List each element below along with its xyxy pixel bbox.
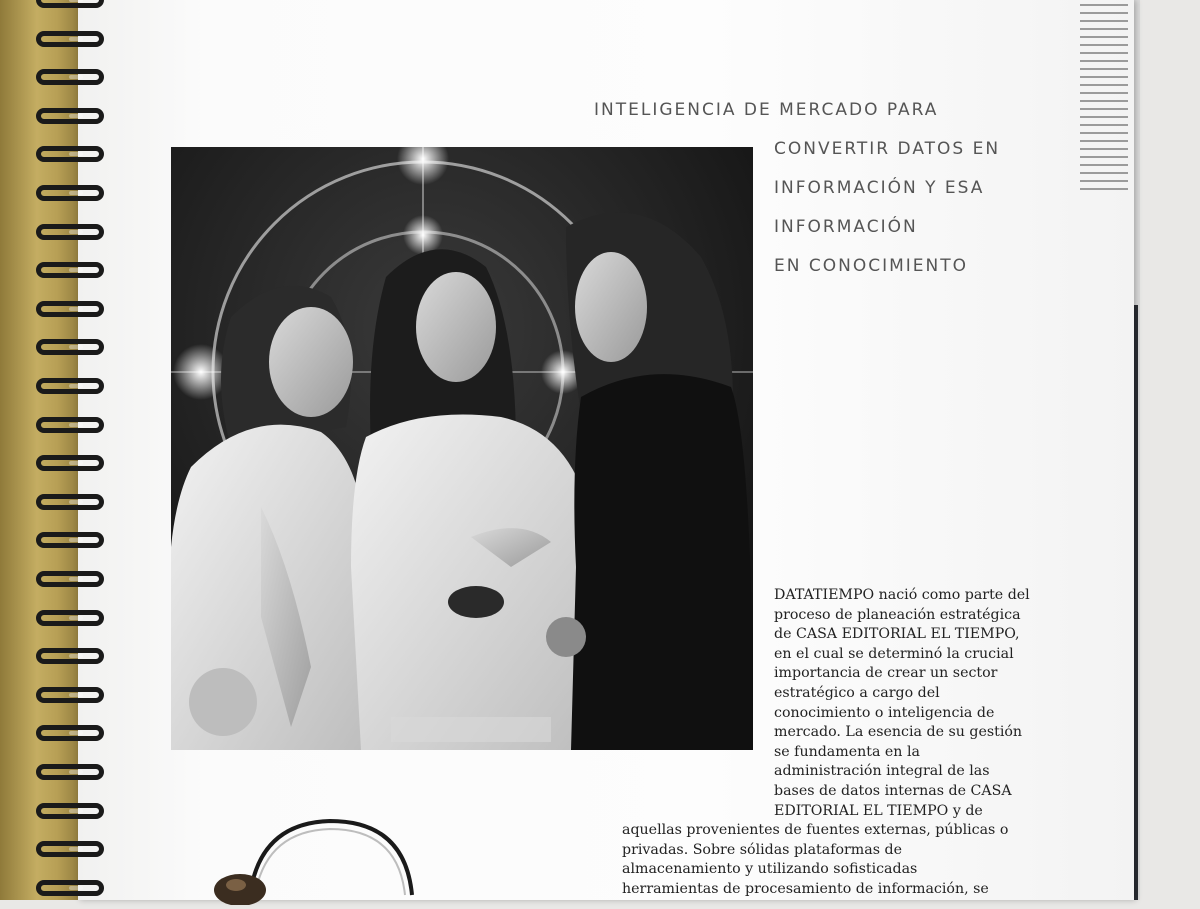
heading-line-3: INFORMACIÓN Y ESA [774,178,985,198]
body-text-line: almacenamiento y utilizando sofisticadas [622,861,918,878]
headset-decoration [200,815,430,909]
spiral-ring [36,185,104,201]
body-text-line: administración integral de las [774,763,990,780]
heading-line-1: INTELIGENCIA DE MERCADO PARA [594,100,939,120]
spiral-ring [36,108,104,124]
body-text-line: DATATIEMPO nació como parte del [774,587,1030,603]
spiral-ring [36,571,104,587]
body-text-line: mercado. La esencia de su gestión [774,724,1023,741]
spiral-ring [36,725,104,741]
spiral-ring [36,301,104,317]
heading-line-5: EN CONOCIMIENTO [774,256,968,276]
spiral-ring [36,0,104,8]
spiral-ring [36,687,104,703]
three-women-photo [171,147,753,750]
heading-line-2: CONVERTIR DATOS EN [774,139,1001,159]
spiral-ring [36,417,104,433]
spiral-ring [36,648,104,664]
body-text-line: en el cual se determinó la crucial [774,645,1014,662]
body-text-line: aquellas provenientes de fuentes externas, públicas o [622,822,1009,838]
spiral-ring [36,262,104,278]
spiral-ring [36,532,104,548]
body-text-line: bases de datos internas de CASA [774,783,1012,799]
heading-line-4: INFORMACIÓN [774,217,918,237]
spiral-ring [36,764,104,780]
spiral-binding [36,0,112,900]
spiral-ring [36,146,104,162]
body-text-line: importancia de crear un sector [774,665,998,682]
body-text-line: privadas. Sobre sólidas plataformas de [622,841,902,858]
decorative-stripes [1080,4,1128,192]
spiral-ring [36,378,104,394]
body-text-line: estratégico a cargo del [774,685,940,701]
spiral-ring [36,494,104,510]
spiral-ring [36,69,104,85]
spiral-ring [36,803,104,819]
body-text-line: proceso de planeación estratégica [774,606,1021,623]
body-text-line: herramientas de procesamiento de información, se [622,880,989,897]
body-text-line: de CASA EDITORIAL EL TIEMPO, [774,626,1020,643]
spiral-ring [36,610,104,626]
body-text-line: se fundamenta en la [774,743,920,760]
spiral-ring [36,880,104,896]
body-text-line: EDITORIAL EL TIEMPO y de [774,802,983,819]
spiral-ring [36,224,104,240]
spiral-ring [36,31,104,47]
spiral-ring [36,841,104,857]
body-text-line: conocimiento o inteligencia de [774,704,995,721]
spiral-ring [36,339,104,355]
spiral-ring [36,455,104,471]
